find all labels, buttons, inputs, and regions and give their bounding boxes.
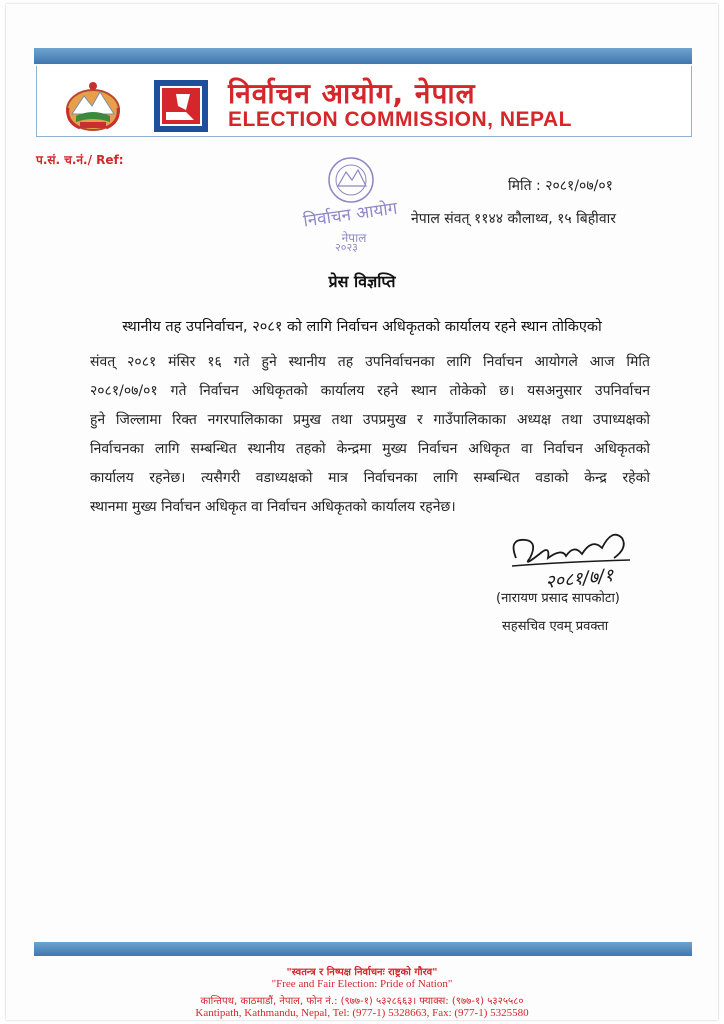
body-line: हुने जिल्लामा रिक्त नगरपालिकाका प्रमुख तथा उपप्रमुख र गाउँपालिकाका अध्यक्ष तथा उपाध्यक्षको xyxy=(90,412,650,428)
svg-text:२०८१/७/१: २०८१/७/१ xyxy=(544,564,615,593)
seal-subtext: नेपाल xyxy=(341,231,367,245)
date-line: मिति : २०८१/०७/०१ xyxy=(508,178,613,194)
seal-text: निर्वाचन आयोग xyxy=(302,198,399,232)
body-line: २०८१/०७/०१ गते निर्वाचन अधिकृतको कार्यालय रहने स्थान तोकेको छ। यसअनुसार उपनिर्वाचन xyxy=(90,383,650,399)
nepal-samvat-date: नेपाल संवत् ११४४ कौलाथ्व, १५ बिहीवार xyxy=(411,211,616,227)
footer-slogan-english: "Free and Fair Election: Pride of Nation" xyxy=(271,978,453,990)
body-line: निर्वाचनका लागि सम्बन्धित स्थानीय तहको केन्द्रमा मुख्य निर्वाचन अधिकृत वा निर्वाचन अधिकृतको xyxy=(90,441,650,457)
subject-line: स्थानीय तह उपनिर्वाचन, २०८१ को लागि निर्वाचन अधिकृतको कार्यालय रहने स्थान तोकिएको xyxy=(122,319,602,335)
body-line: संवत् २०८१ मंसिर १६ गते हुने स्थानीय तह उपनिर्वाचनका लागि निर्वाचन आयोगले आज मिति xyxy=(90,354,650,370)
title-nepali: निर्वाचन आयोग, नेपाल xyxy=(228,77,476,110)
title-english: ELECTION COMMISSION, NEPAL xyxy=(228,108,572,131)
body-paragraph xyxy=(90,348,650,522)
footer-bar xyxy=(34,942,692,956)
signature-icon xyxy=(502,518,642,598)
footer-slogan-nepali: "स्वतन्त्र र निष्पक्ष निर्वाचनः राष्ट्रको गौरव" xyxy=(286,967,438,978)
footer-address-nepali: कान्तिपथ, काठमाडौं, नेपाल, फोन नं.: (९७७-१) ५३२८६६३। फ्याक्स: (९७७-१) ५३२५५८० xyxy=(200,996,524,1007)
footer-address-english: Kantipath, Kathmandu, Nepal, Tel: (977-1) 5328663, Fax: (977-1) 5325580 xyxy=(195,1007,529,1019)
seal-year: २०२३ xyxy=(335,241,358,254)
ref-label: प.सं. च.नं./ Ref: xyxy=(36,153,124,167)
signer-title: सहसचिव एवम् प्रवक्ता xyxy=(502,619,609,634)
press-release-title: प्रेस विज्ञप्ति xyxy=(328,272,396,291)
letter-page xyxy=(6,4,718,1020)
body-line: कार्यालय रहनेछ। त्यसैगरी वडाध्यक्षको मात्र निर्वाचनका लागि सम्बन्धित वडाको केन्द्र रहेको xyxy=(90,470,650,486)
signer-name: (नारायण प्रसाद सापकोटा) xyxy=(496,591,620,606)
header-bar xyxy=(34,48,692,64)
nepal-emblem-icon xyxy=(62,78,124,132)
election-commission-logo-icon xyxy=(154,80,208,132)
body-line: स्थानमा मुख्य निर्वाचन अधिकृत वा निर्वाचन अधिकृतको कार्यालय रहनेछ। xyxy=(90,499,456,515)
